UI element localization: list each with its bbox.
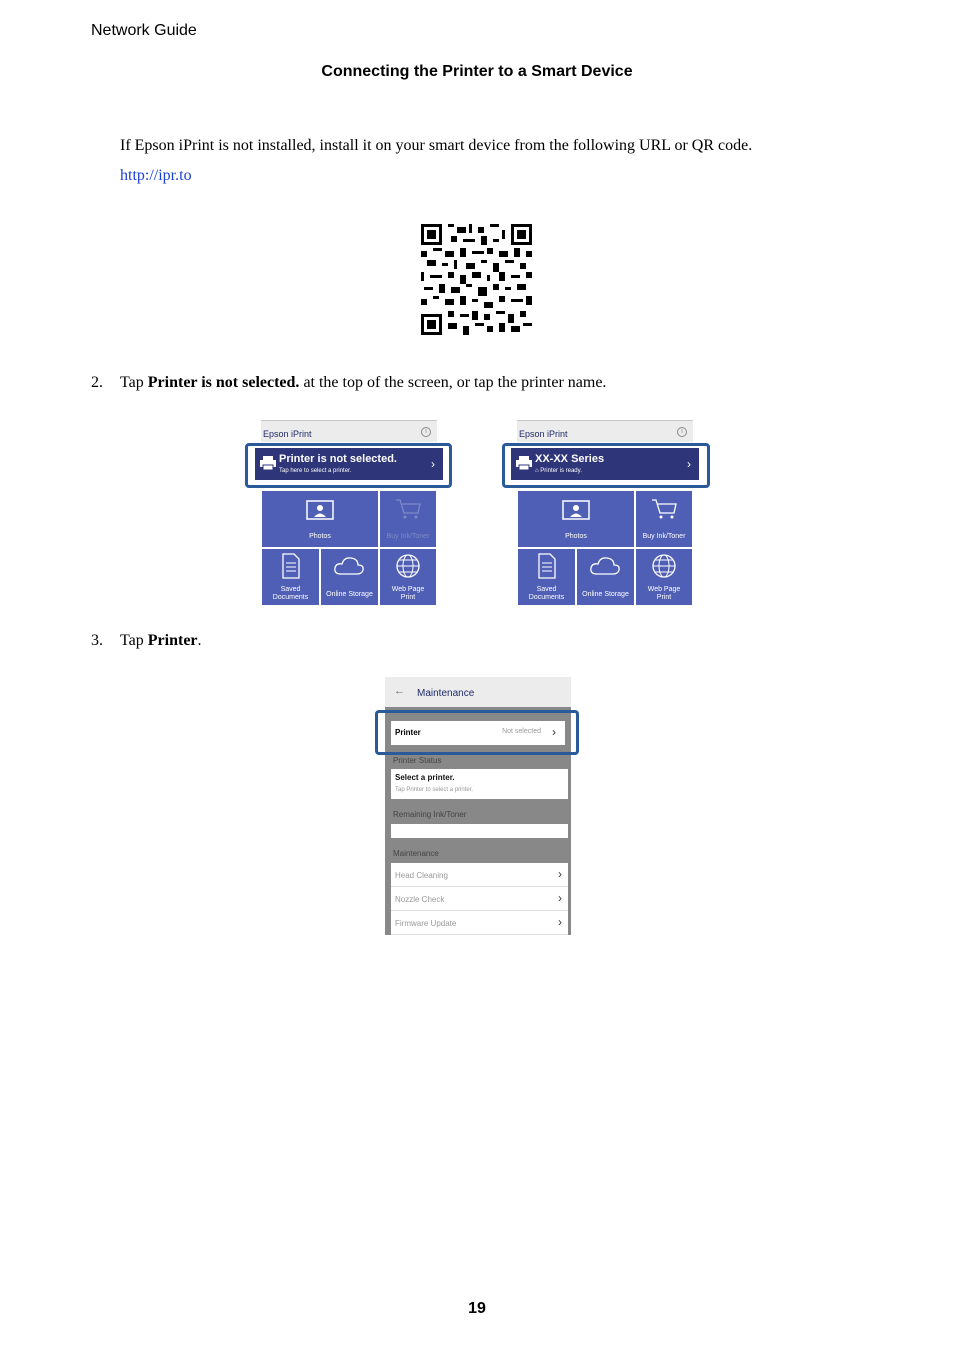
- iprint-url-link[interactable]: http://ipr.to: [120, 167, 192, 184]
- tile-photos[interactable]: [262, 491, 378, 547]
- info-icon[interactable]: i: [421, 427, 431, 437]
- tile-web-page-print[interactable]: [636, 549, 692, 605]
- section-title: Connecting the Printer to a Smart Device: [321, 63, 633, 80]
- intro-paragraph: If Epson iPrint is not installed, install it on your smart device from the following URL or QR code.: [120, 137, 753, 154]
- section-header-ink: Remaining Ink/Toner: [393, 810, 467, 819]
- row-label: Firmware Update: [395, 919, 457, 928]
- tile-photos[interactable]: [518, 491, 634, 547]
- tile-label: Online Storage: [326, 591, 373, 598]
- cart-icon: [394, 497, 422, 521]
- row-label: Nozzle Check: [395, 895, 445, 904]
- highlight-frame: [245, 443, 452, 488]
- chevron-right-icon: ›: [431, 457, 435, 471]
- document-icon: [537, 553, 557, 579]
- ink-card: [391, 824, 568, 838]
- home-icon: ⌂: [535, 468, 539, 474]
- row-label: Head Cleaning: [395, 871, 448, 880]
- document-icon: [281, 553, 301, 579]
- globe-icon: [395, 553, 421, 579]
- chevron-right-icon: ›: [552, 725, 556, 739]
- tile-label: Web Page Print: [647, 586, 681, 601]
- printer-label: Printer: [395, 728, 421, 737]
- app-title-bar: [261, 420, 437, 442]
- status-line-1: Select a printer.: [395, 773, 455, 782]
- info-icon[interactable]: i: [677, 427, 687, 437]
- step-3-post: .: [197, 632, 202, 649]
- step-3-number: 3.: [91, 632, 103, 649]
- status-card: [391, 769, 568, 799]
- tile-label: Saved Documents: [272, 586, 309, 601]
- maintenance-top-bar: [385, 677, 571, 707]
- chevron-right-icon: ›: [687, 457, 691, 471]
- step-3-pre: Tap: [120, 632, 148, 649]
- chevron-right-icon: ›: [558, 891, 562, 905]
- tile-buy-ink[interactable]: [380, 491, 436, 547]
- bar-title: XX-XX Series: [535, 453, 605, 465]
- row-nozzle-check[interactable]: [391, 887, 568, 911]
- app-title-bar: [517, 420, 693, 442]
- app-title: Epson iPrint: [263, 429, 312, 439]
- row-firmware-update[interactable]: [391, 911, 568, 935]
- chevron-right-icon: ›: [558, 867, 562, 881]
- tile-label: Photos: [309, 533, 331, 540]
- row-head-cleaning[interactable]: [391, 863, 568, 887]
- photo-icon: [562, 500, 590, 520]
- back-arrow-icon[interactable]: ←: [394, 685, 405, 697]
- cloud-icon: [589, 555, 621, 577]
- bar-title: Printer is not selected.: [279, 453, 397, 465]
- cloud-icon: [333, 555, 365, 577]
- step-2-pre: Tap: [120, 374, 148, 391]
- tile-label: Buy Ink/Toner: [386, 533, 430, 540]
- step-3-bold: Printer: [147, 632, 198, 649]
- section-header-status: Printer Status: [393, 756, 442, 765]
- tile-label: Saved Documents: [528, 586, 565, 601]
- highlight-frame: [375, 710, 579, 755]
- photo-icon: [306, 500, 334, 520]
- tile-saved-documents[interactable]: [518, 549, 575, 605]
- app-title: Epson iPrint: [519, 429, 568, 439]
- step-2-number: 2.: [91, 374, 103, 391]
- bar-subtitle: Tap here to select a printer.: [279, 468, 352, 474]
- tile-label: Web Page Print: [391, 586, 425, 601]
- step-2-post: at the top of the screen, or tap the printer name.: [299, 374, 607, 391]
- tile-web-page-print[interactable]: [380, 549, 436, 605]
- running-header: Network Guide: [91, 22, 197, 39]
- tile-online-storage[interactable]: [577, 549, 634, 605]
- step-2-text: [120, 374, 606, 392]
- section-header-maintenance: Maintenance: [393, 849, 439, 858]
- status-line-2: Tap Printer to select a printer.: [395, 787, 474, 793]
- tile-buy-ink[interactable]: [636, 491, 692, 547]
- tile-label: Buy Ink/Toner: [642, 533, 686, 540]
- globe-icon: [651, 553, 677, 579]
- step-2-bold: Printer is not selected.: [147, 374, 300, 391]
- tile-label: Online Storage: [582, 591, 629, 598]
- cart-icon: [650, 497, 678, 521]
- printer-value: Not selected: [502, 728, 541, 735]
- screen-title: Maintenance: [417, 688, 475, 699]
- qr-code-image: [421, 224, 532, 335]
- highlight-frame: [502, 443, 710, 488]
- tile-label: Photos: [565, 533, 587, 540]
- step-3-text: [120, 632, 202, 650]
- page-number: 19: [468, 1300, 486, 1317]
- chevron-right-icon: ›: [558, 915, 562, 929]
- tile-online-storage[interactable]: [321, 549, 378, 605]
- bar-subtitle-text: Printer is ready.: [540, 468, 582, 474]
- tile-saved-documents[interactable]: [262, 549, 319, 605]
